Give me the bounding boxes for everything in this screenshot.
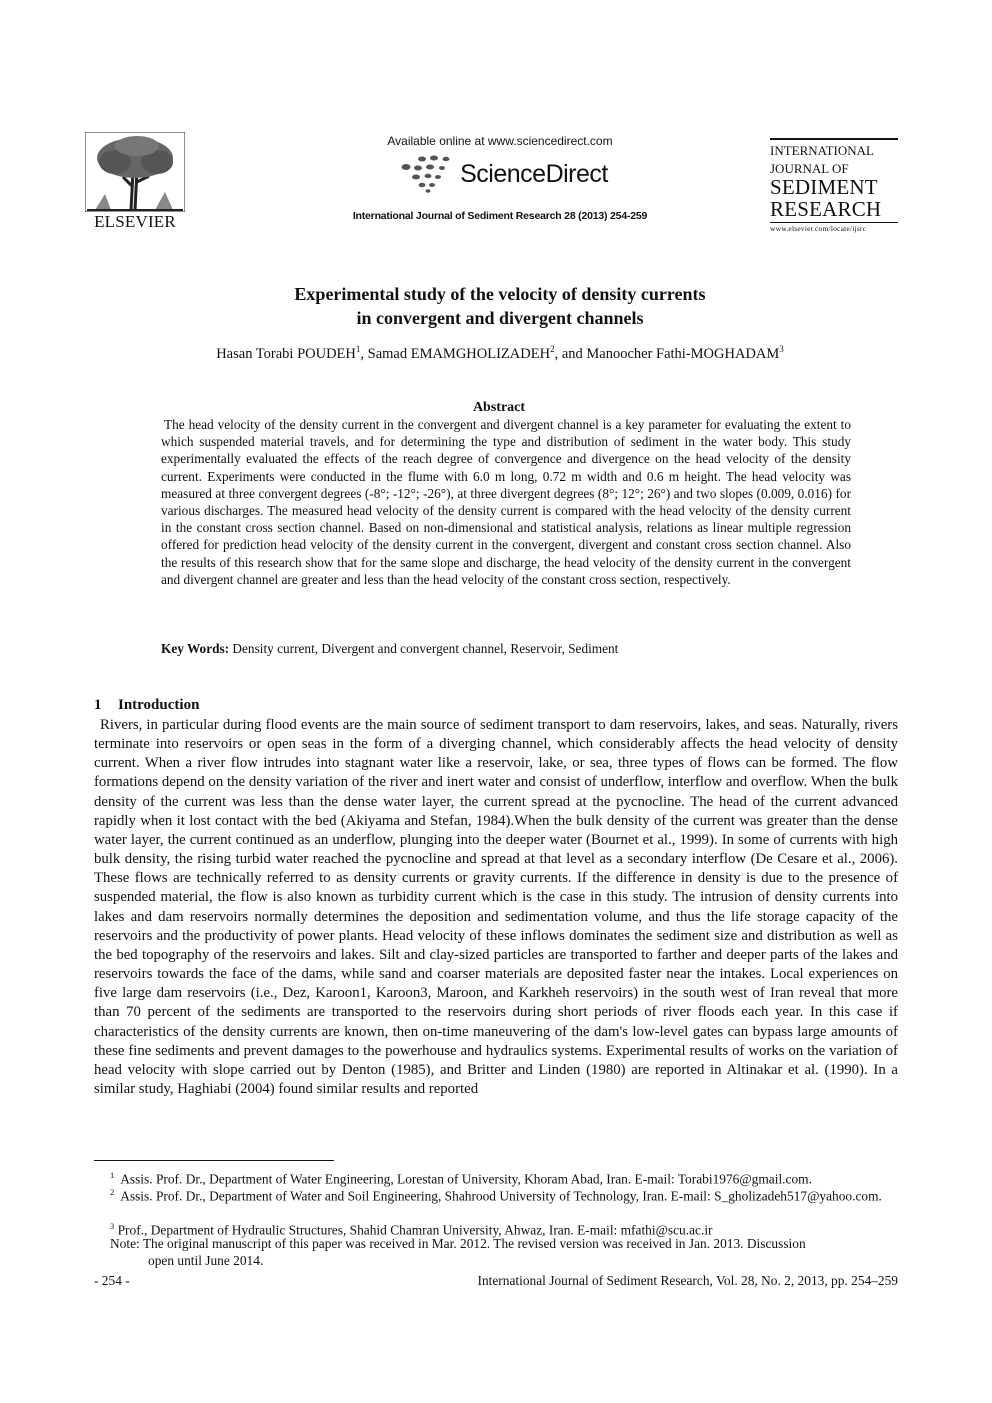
author-name: Samad EMAMGHOLIZADEH [367, 345, 551, 362]
journal-citation-header: International Journal of Sediment Research 28 (2013) 254-259 [352, 210, 648, 222]
footnote-2 [110, 1184, 898, 1205]
paper-title [150, 282, 850, 330]
keywords-label: Key Words: [161, 641, 230, 656]
author-separator: , and [554, 345, 587, 362]
abstract-text: The head velocity of the density current in the convergent and divergent channel is a key parameter for evaluating the extent to which suspended material travels, and for determining the type and distribution of sediment in the water body. This study experimentally evaluated the effects of the reach degree of convergence and divergence on the head velocity of the density current. Experiments were conducted in the flume with 6.0 m long, 0.72 m width and 0.6 m height. The head velocity was measured at three convergent degrees (-8°; -12°; -26°), at three divergent degrees (8°; 12°; 26°) and two slopes (0.009, 0.016) for various discharges. The measured head velocity of the density current is compared with the head velocity of the density current in the constant cross section channel. Based on non-dimensional and statistical analysis, relations as linear multiple regression offered for prediction head velocity of the density current in the convergent, divergent and constant cross section channel. Also the results of this research show that for the same slope and discharge, the head velocity of the density current in the convergent and divergent channel are greater and less than the head velocity of the constant cross section, respectively. [161, 417, 851, 587]
author-list [100, 344, 900, 363]
note-label: Note: [110, 1236, 140, 1251]
author-affil-mark: 3 [779, 344, 784, 354]
ijsr-line1: INTERNATIONAL [770, 143, 874, 158]
author-separator: , [360, 345, 368, 362]
section-title: Introduction [118, 697, 200, 713]
introduction-paragraph: Rivers, in particular during flood events are the main source of sediment transport to dam reservoirs, lakes, and seas. Naturally, rivers terminate into reservoirs or open seas in the form of a diverging channel, which considerably affects the head velocity of density current. When a river flow intrudes into stagnant water like a reservoir, lake, or sea, three types of flows can be formed. The flow formations depend on the density variation of the river and inert water and consist of underflow, interflow and overflow. When the bulk density of the current was less than the dense water layer, the current spread at the pycnocline. The head of the current advanced rapidly when it lost contact with the bed (Akiyama and Stefan, 1984).When the bulk density of the current was greater than the dense water layer, the current continued as an underflow, plunging into the deeper water (Bournet et al., 1999). In some of currents with high bulk density, the rising turbid water reached the pycnocline and spread at that level as a secondary interflow (De Cesare et al., 2006). These flows are technically referred to as density currents or gravity currents. If the difference in density is due to the presence of suspended material, the flow is also known as turbidity current which is the case in this study. The intrusion of density currents into lakes and dam reservoirs normally determines the deposition and sedimentation volume, and thus the life storage capacity of the reservoirs and the productivity of power plants. Head velocity of these inflows dominates the sediment size and distribution as well as the bed topography of the reservoirs and lakes. Silt and clay-sized particles are transported to farther and deeper parts of the lakes and reservoirs towards the face of the dams, while sand and coarser materials are deposited faster near the intakes. Local experiences on five large dam reservoirs (i.e., Dez, Karoon1, Karoon3, Maroon, and Karkheh reservoirs) in the south west of Iran reveal that more than 70 percent of the sediments are transported to the reservoirs during short periods of river floods each year. In this case if characteristics of the density currents are known, then on-time maneuvering of the dam's low-level gates can bypass large amounts of these fine sediments and prevent damages to the powerhouse and hydraulics systems. Experimental results of works on the variation of head velocity with slope carried out by Denton (1985), and Britter and Linden (1980) are reported in Altinakar et al. (1990). In a similar study, Haghiabi (2004) found similar results and reported [94, 717, 898, 1097]
footnote-text: Assis. Prof. Dr., Department of Water and Soil Engineering, Shahrood University of Technology, Iran. E-mail: S_gholizadeh517@yahoo.com. [120, 1188, 882, 1204]
title-line-1: Experimental study of the velocity of density currents [294, 284, 706, 304]
available-online[interactable]: Available online at www.sciencedirect.com [387, 134, 613, 148]
ijsr-line2: JOURNAL OF [770, 161, 849, 176]
footer-citation: International Journal of Sediment Research, Vol. 28, No. 2, 2013, pp. 254–259 [477, 1273, 898, 1288]
manuscript-note [110, 1236, 898, 1269]
sciencedirect-dots-icon [392, 154, 458, 194]
section-heading-introduction [94, 697, 199, 714]
note-line-1: The original manuscript of this paper was received in Mar. 2012. The revised version was received in Jan. 2013. Discussion [142, 1236, 806, 1251]
footnote-rule [94, 1160, 334, 1161]
note-line-2: open until June 2014. [148, 1252, 264, 1268]
footnote-text: Prof., Department of Hydraulic Structures, Shahid Chamran University, Ahwaz, Iran. E-mail: mfathi@scu.ac.ir [117, 1222, 713, 1238]
footnote-text: Assis. Prof. Dr., Department of Water Engineering, Lorestan of University, Khoram Abad, Iran. E-mail: Torabi1976@gmail.com. [120, 1171, 812, 1187]
keywords [161, 641, 851, 657]
footnote-mark: 3 [110, 1221, 115, 1231]
author-affil-mark: 2 [550, 344, 555, 354]
ijsr-url[interactable]: www.elsevier.com/locate/ijsrc [770, 222, 898, 233]
ijsr-line3: SEDIMENT [770, 175, 878, 199]
page-number: - 254 - [94, 1273, 130, 1288]
title-line-2: in convergent and divergent channels [356, 308, 644, 328]
ijsr-top-rule [770, 138, 898, 140]
sciencedirect-logo [300, 154, 700, 194]
author-name: Hasan Torabi POUDEH [216, 345, 356, 362]
publisher-name: ELSEVIER [94, 212, 176, 231]
elsevier-tree-icon [85, 132, 185, 212]
abstract-heading: Abstract [472, 400, 526, 415]
ijsr-logo [770, 138, 900, 233]
footnote-mark: 1 [110, 1170, 115, 1180]
sciencedirect-header [300, 134, 700, 222]
author-affil-mark: 1 [355, 344, 361, 354]
sciencedirect-wordmark: ScienceDirect [460, 159, 608, 188]
elsevier-logo [80, 132, 190, 232]
author-name: Manoocher Fathi-MOGHADAM [586, 345, 780, 362]
section-number: 1 [94, 697, 102, 713]
keywords-list: Density current, Divergent and convergent channel, Reservoir, Sediment [232, 641, 619, 656]
ijsr-line4: RESEARCH [770, 197, 882, 221]
footnote-mark: 2 [110, 1187, 115, 1197]
